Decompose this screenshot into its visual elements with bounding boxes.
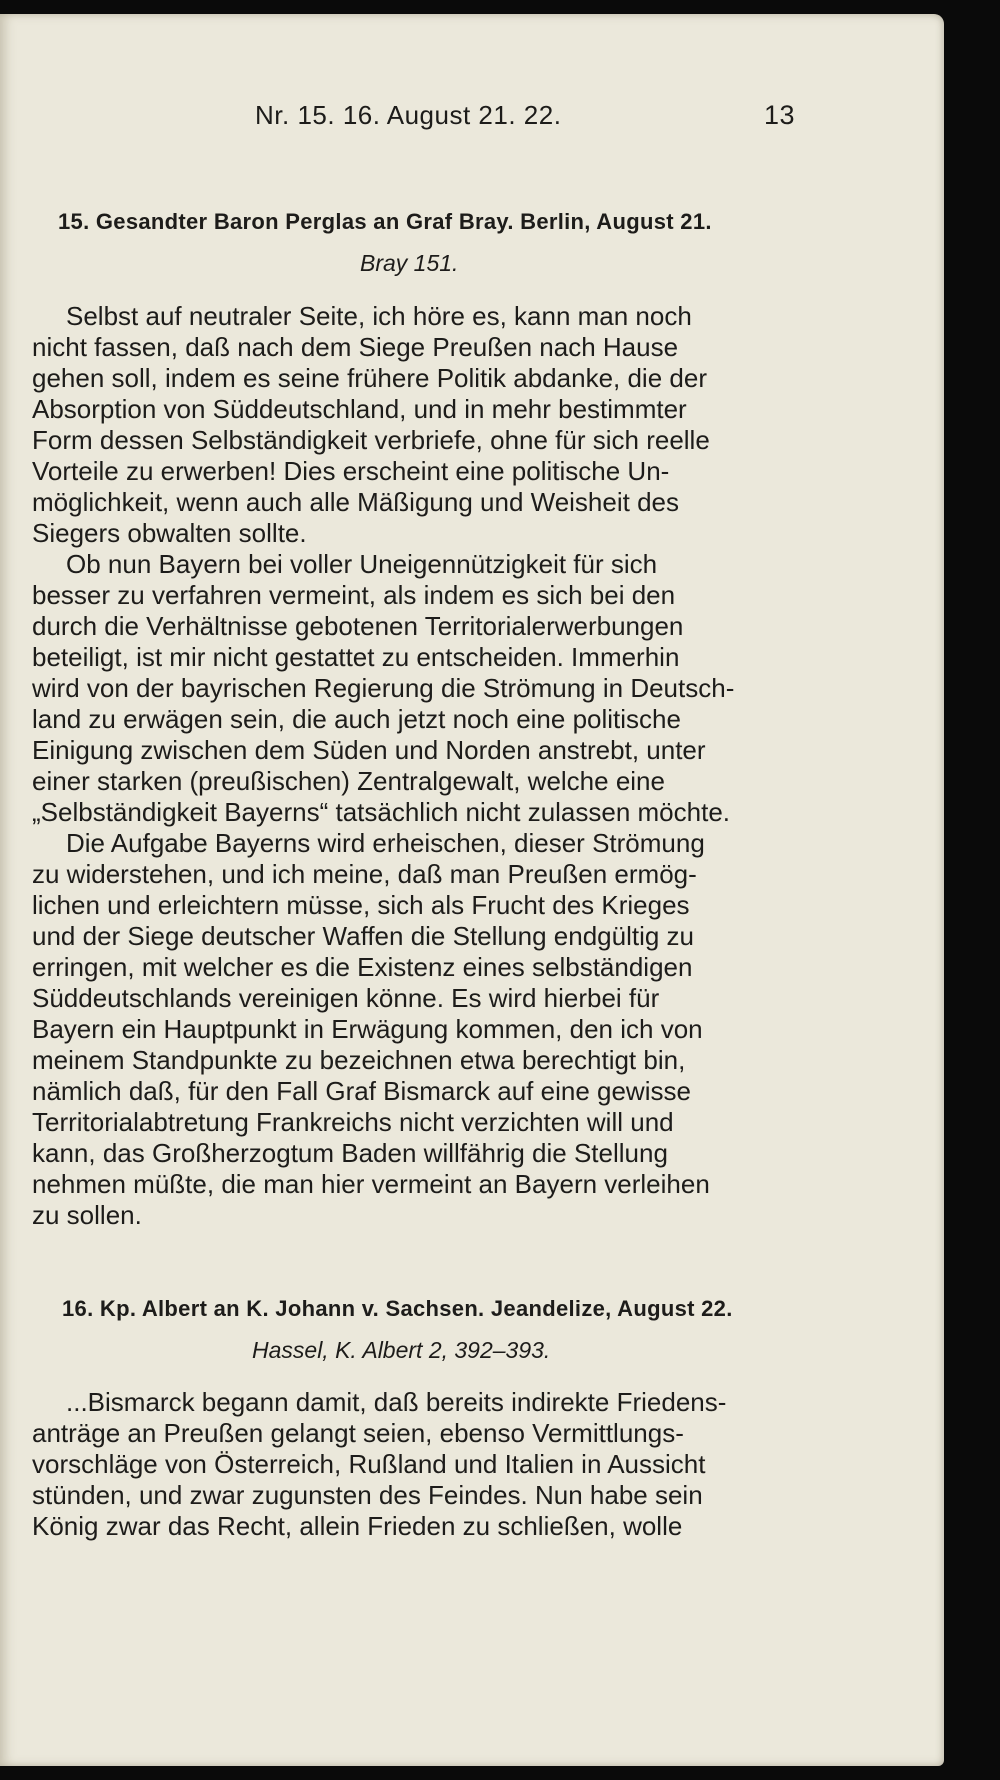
text-line: Vorteile zu erwerben! Dies erscheint eine politische Un- (32, 456, 670, 486)
text-line: zu sollen. (32, 1200, 142, 1230)
text-line: Absorption von Süddeutschland, und in mehr bestimmter (32, 394, 687, 424)
text-line: meinem Standpunkte zu bezeichnen etwa berechtigt bin, (32, 1045, 686, 1075)
text-line: Selbst auf neutraler Seite, ich höre es, kann man noch (66, 301, 692, 331)
text-line: land zu erwägen sein, die auch jetzt noch eine politische (32, 704, 681, 734)
text-line: Einigung zwischen dem Süden und Norden anstrebt, unter (32, 735, 706, 765)
page-number: 13 (763, 100, 795, 130)
text-line: durch die Verhältnisse gebotenen Territorialerwerbungen (32, 611, 684, 641)
text-line: vorschläge von Österreich, Rußland und Italien in Aussicht (32, 1449, 706, 1479)
text-line: zu widerstehen, und ich meine, daß man Preußen ermög- (32, 859, 697, 889)
text-line: Territorialabtretung Frankreichs nicht verzichten will und (32, 1107, 674, 1137)
text-line: nehmen müßte, die man hier vermeint an Bayern verleihen (32, 1169, 710, 1199)
text-line: wird von der bayrischen Regierung die Strömung in Deutsch- (32, 673, 735, 703)
text-line: anträge an Preußen gelangt seien, ebenso Vermittlungs- (32, 1418, 684, 1448)
text-line: nämlich daß, für den Fall Graf Bismarck auf eine gewisse (32, 1076, 691, 1106)
text-line: Form dessen Selbständigkeit verbriefe, ohne für sich reelle (32, 425, 710, 455)
running-head: Nr. 15. 16. August 21. 22. (255, 100, 562, 130)
text-line: besser zu verfahren vermeint, als indem es sich bei den (32, 580, 676, 610)
page-header (255, 100, 795, 140)
document-source: Hassel, K. Albert 2, 392–393. (252, 1337, 551, 1363)
document-heading: 16. Kp. Albert an K. Johann v. Sachsen. Jeandelize, August 22. (62, 1296, 733, 1321)
text-line: kann, das Großherzogtum Baden willfährig die Stellung (32, 1138, 668, 1168)
text-line: und der Siege deutscher Waffen die Stellung endgültig zu (32, 921, 695, 951)
text-line: stünden, und zwar zugunsten des Feindes. Nun habe sein (32, 1480, 703, 1510)
text-line: nicht fassen, daß nach dem Siege Preußen nach Hause (32, 332, 679, 362)
text-line: gehen soll, indem es seine frühere Politik abdanke, die der (32, 363, 707, 393)
text-line: einer starken (preußischen) Zentralgewalt, welche eine (32, 766, 665, 796)
text-line: Siegers obwalten sollte. (32, 518, 307, 548)
text-line: möglichkeit, wenn auch alle Mäßigung und Weisheit des (32, 487, 679, 517)
text-line: ...Bismarck begann damit, daß bereits indirekte Friedens- (66, 1387, 727, 1417)
document-heading: 15. Gesandter Baron Perglas an Graf Bray. Berlin, August 21. (58, 209, 712, 234)
text-line: Bayern ein Hauptpunkt in Erwägung kommen, den ich von (32, 1014, 703, 1044)
text-line: Süddeutschlands vereinigen könne. Es wird hierbei für (32, 983, 660, 1013)
text-line: lichen und erleichtern müsse, sich als Frucht des Krieges (32, 890, 690, 920)
book-page (0, 14, 944, 1766)
document-source: Bray 151. (360, 250, 459, 276)
text-line: erringen, mit welcher es die Existenz eines selbständigen (32, 952, 693, 982)
text-line: König zwar das Recht, allein Frieden zu schließen, wolle (32, 1511, 683, 1541)
text-line: Ob nun Bayern bei voller Uneigennützigkeit für sich (66, 549, 658, 579)
text-line: „Selbständigkeit Bayerns“ tatsächlich nicht zulassen möchte. (32, 797, 731, 827)
text-line: Die Aufgabe Bayerns wird erheischen, dieser Strömung (66, 828, 705, 858)
text-line: beteiligt, ist mir nicht gestattet zu entscheiden. Immerhin (32, 642, 680, 672)
